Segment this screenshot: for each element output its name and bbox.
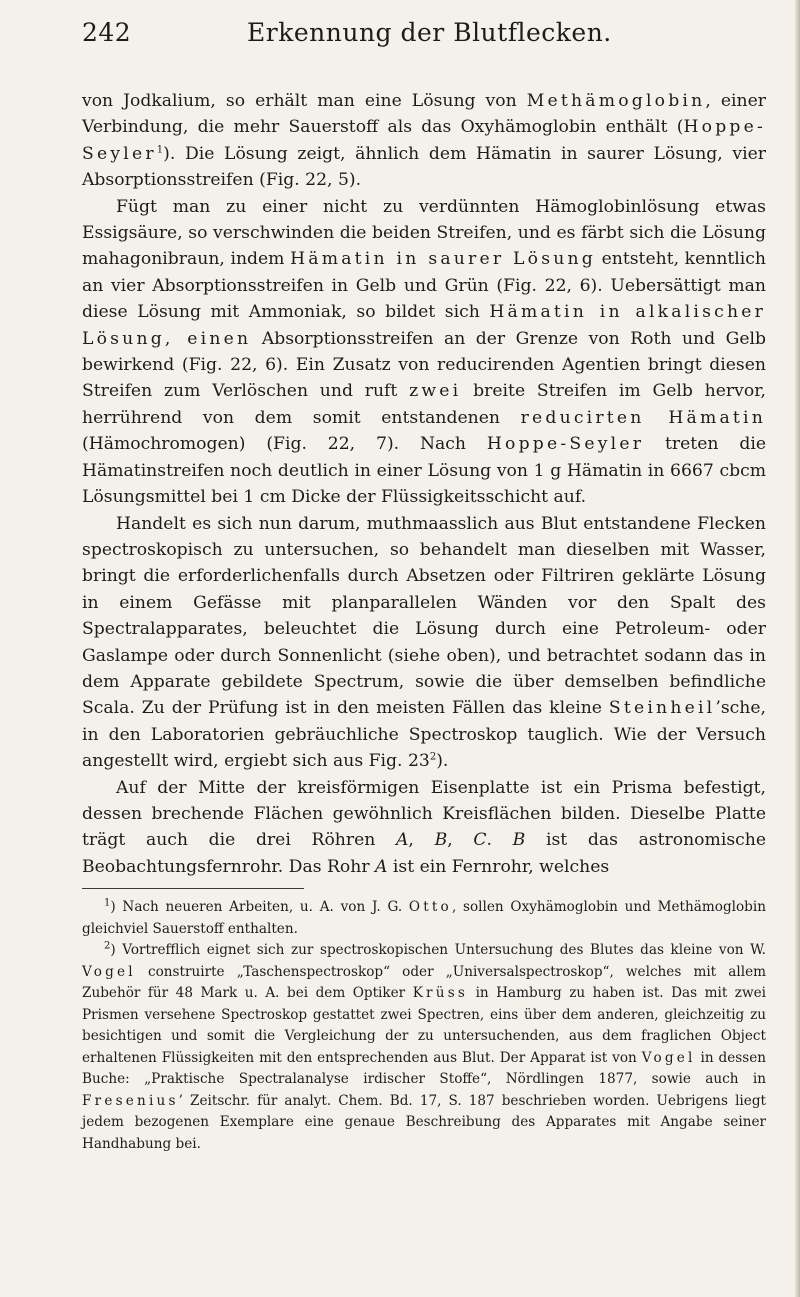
name-otto: Otto [408,899,452,916]
name-vogel: Vogel [641,1049,696,1066]
running-title: Erkennung der Blutflecken. [247,18,612,47]
emphasis-methaemoglobin: Methämoglobin [526,91,706,111]
author-hoppe-seyler: Hoppe-Seyler [82,117,766,164]
name-kruess: Krüss [412,985,469,1002]
tube-label-a: A [396,830,409,851]
footnote-divider [82,888,304,889]
tube-label-a: A [375,856,388,877]
name-fresenius: Fresenius [82,1092,179,1109]
tube-label-c: C [473,830,487,851]
paragraph-3: Handelt es sich nun darum, muthmaasslich aus Blut entstandene Flecken spectroskopisch zu untersuchen, so behandelt man dieselben mit Wasser, bringt die erforderlichenfalls durch Absetzen oder Filtriren geklärte Lösung in einem Gefässe mit planparallelen Wänden vor den Spalt des Spectralapparates, beleuchtet die Lösung durch eine Petroleum- oder Gaslampe oder durch Sonnenlicht (siehe oben), und betrachtet sodann das in dem Apparate gebildete Spectrum, sowie die über demselben befindliche Scala. Zu der Prüfung ist in den meisten Fällen das kleine Steinheil’sche, in den Laboratorien gebräuchliche Spectroskop tauglich. Wie der Versuch angestellt wird, ergiebt sich aus Fig. 23$^2$). [82,513,766,772]
footnote-ref-2: 2 [429,751,437,763]
emphasis-zwei: zwei [409,381,462,402]
book-page [82,18,766,1155]
footnote-2: $^2$) Vortrefflich eignet sich zur spectroskopischen Untersuchung des Blutes das kleine von W. Vogel construirte „Taschenspectroskop“ oder „Universalspectroskop“, welches mit allem Zubehör für 48 Mark u. A. bei dem Optiker Krüss in Hamburg zu haben ist. Das mit zwei Prismen versehene Spectroskop gestattet zwei Spectren, eins über dem anderen, gleichzeitig zu besichtigen und somit die Vergleichung der zu untersuchenden, aus dem fraglichen Object erhaltenen Flüssigkeiten mit den entsprechenden aus Blut. Der Apparat ist von Vogel in dessen Buche: „Praktische Spectralanalyse irdischer Stoffe“, Nördlingen 1877, sowie auch in Fresenius’ Zeitschr. für analyt. Chem. Bd. 17, S. 187 beschrieben worden. Uebrigens liegt jedem bezogenen Exemplare eine genaue Beschreibung des Apparates mit Angabe seiner Handhabung bei. [82,940,766,1152]
body-text [82,88,766,880]
emphasis-haematin-alkalischer-loesung: Hämatin in alkalischer Lösung, einen [82,302,766,349]
name-steinheil: Steinheil [608,698,716,719]
emphasis-reducirten-haematin: reducirten Hämatin [520,407,767,428]
paragraph-4: Auf der Mitte der kreisförmigen Eisenplatte ist ein Prisma befestigt, dessen brechende Flächen gewöhnlich Kreisflächen bilden. Dieselbe Platte trägt auch die drei Röhren A, B, C. B ist das astronomische Beobachtungsfernrohr. Das Rohr A ist ein Fernrohr, welches [82,777,767,877]
author-hoppe-seyler: Hoppe-Seyler [486,434,645,455]
footnote-number: 1 [104,897,111,909]
footnotes [82,897,766,1155]
page-header [82,18,766,58]
tube-label-b: B [512,830,526,851]
scan-edge-shadow [795,0,800,1297]
name-vogel: Vogel [82,963,136,980]
footnote-number: 2 [104,940,111,952]
tube-label-b: B [434,830,448,851]
page-number: 242 [82,18,132,47]
footnote-1: $^1$) Nach neueren Arbeiten, u. A. von J. G. Otto, sollen Oxyhämoglobin und Methämoglobin gleichviel Sauerstoff enthalten. [82,897,766,937]
footnote-ref-1: 1 [156,144,164,156]
emphasis-haematin-saurer-loesung: Hämatin in saurer Lösung [290,249,596,270]
paragraph-1: von Jodkalium, so erhält man eine Lösung von Methämoglobin, einer Verbindung, die mehr Sauerstoff als das Oxyhämoglobin enthält (Hoppe-Seyler$^1$). Die Lösung zeigt, ähnlich dem Hämatin in saurer Lösung, vier Absorptionsstreifen (Fig. 22, 5). [82,91,766,191]
paragraph-2: Fügt man zu einer nicht zu verdünnten Hämoglobinlösung etwas Essigsäure, so verschwinden die beiden Streifen, und es färbt sich die Lösung mahagonibraun, indem Hämatin in saurer Lösung entsteht, kenntlich an vier Absorptionsstreifen in Gelb und Grün (Fig. 22, 6). Uebersättigt man diese Lösung mit Ammoniak, so bildet sich Hämatin in alkalischer Lösung, einen Absorptionsstreifen an der Grenze von Roth und Gelb bewirkend (Fig. 22, 6). Ein Zusatz von reducirenden Agentien bringt diesen Streifen zum Verlöschen und ruft zwei breite Streifen im Gelb hervor, herrührend von dem somit entstandenen reducirten Hämatin (Hämochromogen) (Fig. 22, 7). Nach Hoppe-Seyler treten die Hämatinstreifen noch deutlich in einer Lösung von 1 g Hämatin in 6667 cbcm Lösungsmittel bei 1 cm Dicke der Flüssigkeitsschicht auf. [82,196,767,508]
